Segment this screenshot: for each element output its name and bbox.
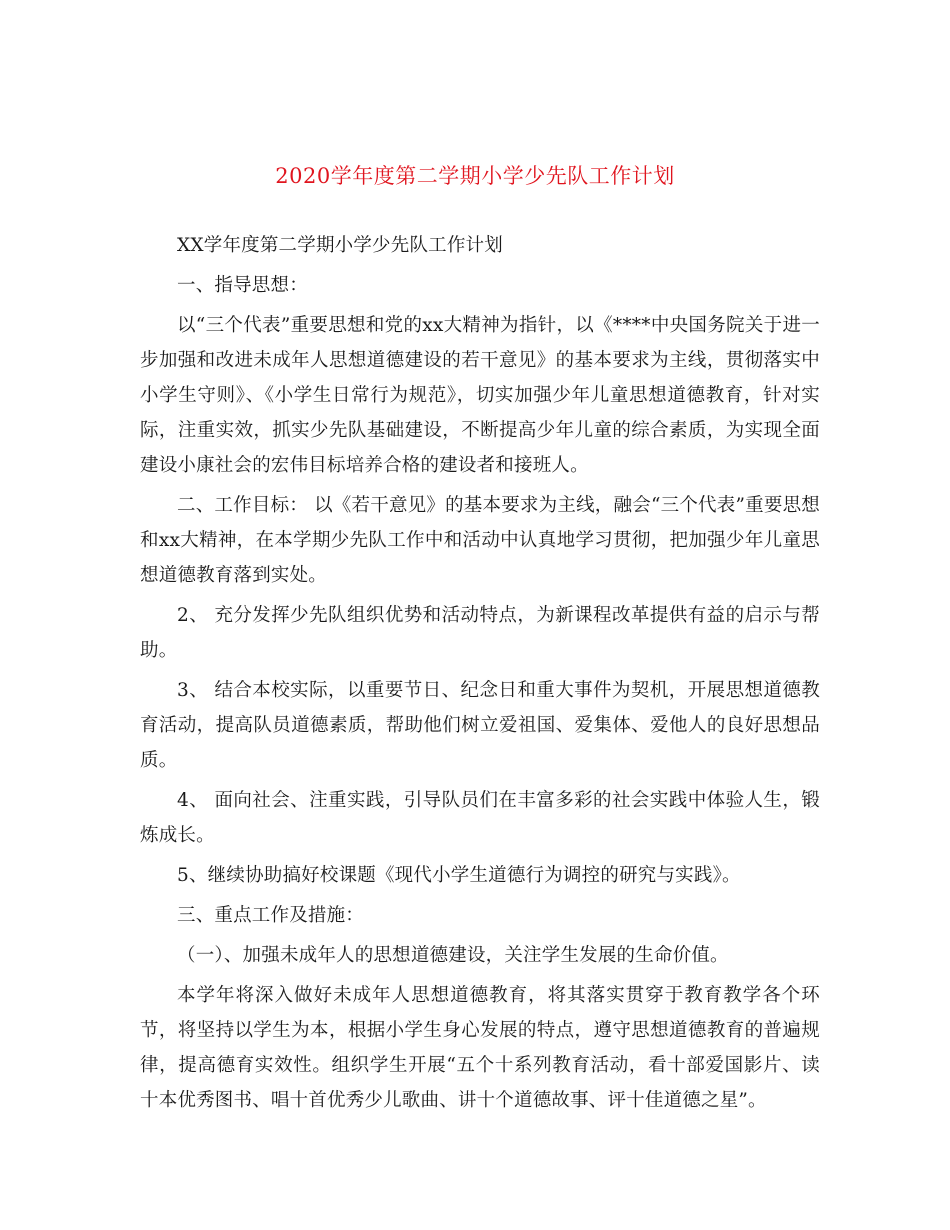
paragraph-work-goals: 二、工作目标： 以《若干意见》的基本要求为主线，融会“三个代表”重要思想和xx大精神，在本学期少先队工作中和活动中认真地学习贯彻，把加强少年儿童思想道德教育落到实处。: [140, 495, 820, 586]
paragraph-subtitle: XX学年度第二学期小学少先队工作计划: [177, 235, 503, 256]
paragraph-subsection-1-body: 本学年将深入做好未成年人思想道德教育，将其落实贯穿于教育教学各个环节，将坚持以学生为本，根据小学生身心发展的特点，遵守思想道德教育的普遍规律，提高德育实效性。组织学生开展“五个十系列教育活动，看十部爱国影片、读十本优秀图书、唱十首优秀少儿歌曲、讲十个道德故事、评十佳道德之星”。: [140, 985, 820, 1111]
paragraph-section-3-heading: 三、重点工作及措施：: [177, 905, 365, 926]
paragraph-section-1-heading: 一、指导思想：: [177, 275, 308, 296]
paragraph-guiding-ideology: 以“三个代表”重要思想和党的xx大精神为指针，以《****中央国务院关于进一步加强和改进未成年人思想道德建设的若干意见》的基本要求为主线，贯彻落实中小学生守则》、《小学生日常行为规范》，切实加强少年儿童思想道德教育，针对实际，注重实效，抓实少先队基础建设，不断提高少年儿童的综合素质，为实现全面建设小康社会的宏伟目标培养合格的建设者和接班人。: [140, 315, 820, 476]
paragraph-goal-2: 2、 充分发挥少先队组织优势和活动特点，为新课程改革提供有益的启示与帮助。: [140, 605, 820, 661]
paragraph-subsection-1-heading: （一）、加强未成年人的思想道德建设，关注学生发展的生命价值。: [177, 945, 729, 966]
paragraph-goal-3: 3、 结合本校实际，以重要节日、纪念日和重大事件为契机，开展思想道德教育活动，提高队员道德素质，帮助他们树立爱祖国、爱集体、爱他人的良好思想品质。: [140, 680, 820, 771]
paragraph-goal-5: 5、继续协助搞好校课题《现代小学生道德行为调控的研究与实践》。: [177, 865, 741, 886]
paragraph-goal-4: 4、 面向社会、注重实践，引导队员们在丰富多彩的社会实践中体验人生，锻炼成长。: [140, 790, 820, 846]
document-body: [140, 228, 820, 1123]
document-title: 2020学年度第二学期小学少先队工作计划: [275, 164, 675, 189]
